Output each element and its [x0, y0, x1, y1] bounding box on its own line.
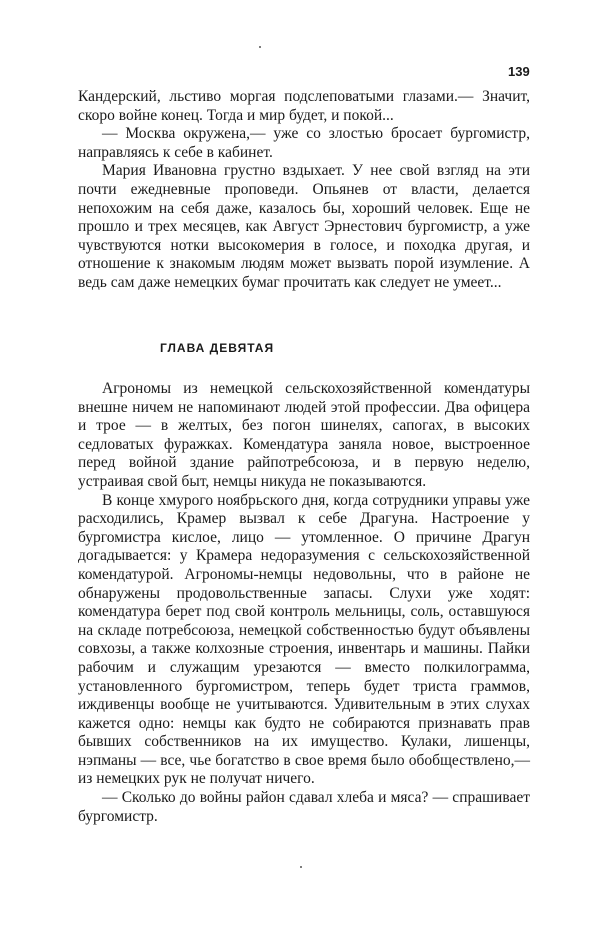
paragraph: Мария Ивановна грустно вздыхает. У нее свой взгляд на эти почти ежедневные проповеди. Опьянев от власти, делается непохожим на себя даже, казалось бы, хороший человек. Еще не прошло и трех месяцев, как Август Эрнестович бургомистр, а уже чувствуются нотки высокомерия в голосе, и походка другая, и отношение к знакомым людям может вызвать порой изумление. А ведь сам даже немецких бумаг прочитать как следует не умеет...	[78, 162, 530, 291]
paragraph: Кандерский, льстиво моргая подслеповатыми глазами.— Значит, скоро войне конец. Тогда и мир будет, и покой...	[78, 88, 530, 124]
paragraph: В конце хмурого ноябрьского дня, когда сотрудники управы уже расходились, Крамер вызвал к себе Драгуна. Настроение у бургомистра кислое, лицо — утомленное. О причине Драгун догадывается: у Крамера недоразумения с сельскохозяйственной комендатурой. Агрономы-немцы недовольны, что в районе не обнаружены продовольственные запасы. Слухи уже ходят: комендатура берет под свой контроль мельницы, соль, оставшуюся на складе потребсоюза, немецкой собственностью будут объявлены совхозы, а также колхозные строения, инвентарь и машины. Пайки рабочим и служащим урезаются — вместо полкилограмма, установленного бургомистром, теперь будет триста граммов, иждивенцы вообще не учитываются. Удивительным в этих слухах кажется одно: немцы как будто не собираются признавать прав бывших собственников на их имущество. Кулаки, лишенцы, нэпманы — все, чье богатство в свое время было обобществлено,— из немецких рук не получат ничего.	[78, 491, 530, 788]
paragraph: — Сколько до войны район сдавал хлеба и мяса? — спрашивает бургомистр.	[78, 789, 530, 825]
paragraph: Агрономы из немецкой сельскохозяйственной комендатуры внешне ничем не напоминают людей этой профессии. Два офицера и трое — в желтых, без погон шинелях, сапогах, в высоких седловатых фуражках. Комендатура заняла новое, выстроенное перед войной здание райпотребсоюза, и в первую неделю, устраивая свой быт, немцы никуда не показываются.	[78, 380, 530, 490]
print-speck	[259, 46, 261, 48]
paragraph: — Москва окружена,— уже со злостью бросает бургомистр, направляясь к себе в кабинет.	[78, 125, 530, 161]
page-number: 139	[508, 64, 530, 79]
chapter-title: ГЛАВА ДЕВЯТАЯ	[160, 341, 275, 355]
print-speck	[300, 866, 302, 868]
top-text-block	[78, 88, 530, 293]
chapter-text-block	[78, 380, 530, 826]
